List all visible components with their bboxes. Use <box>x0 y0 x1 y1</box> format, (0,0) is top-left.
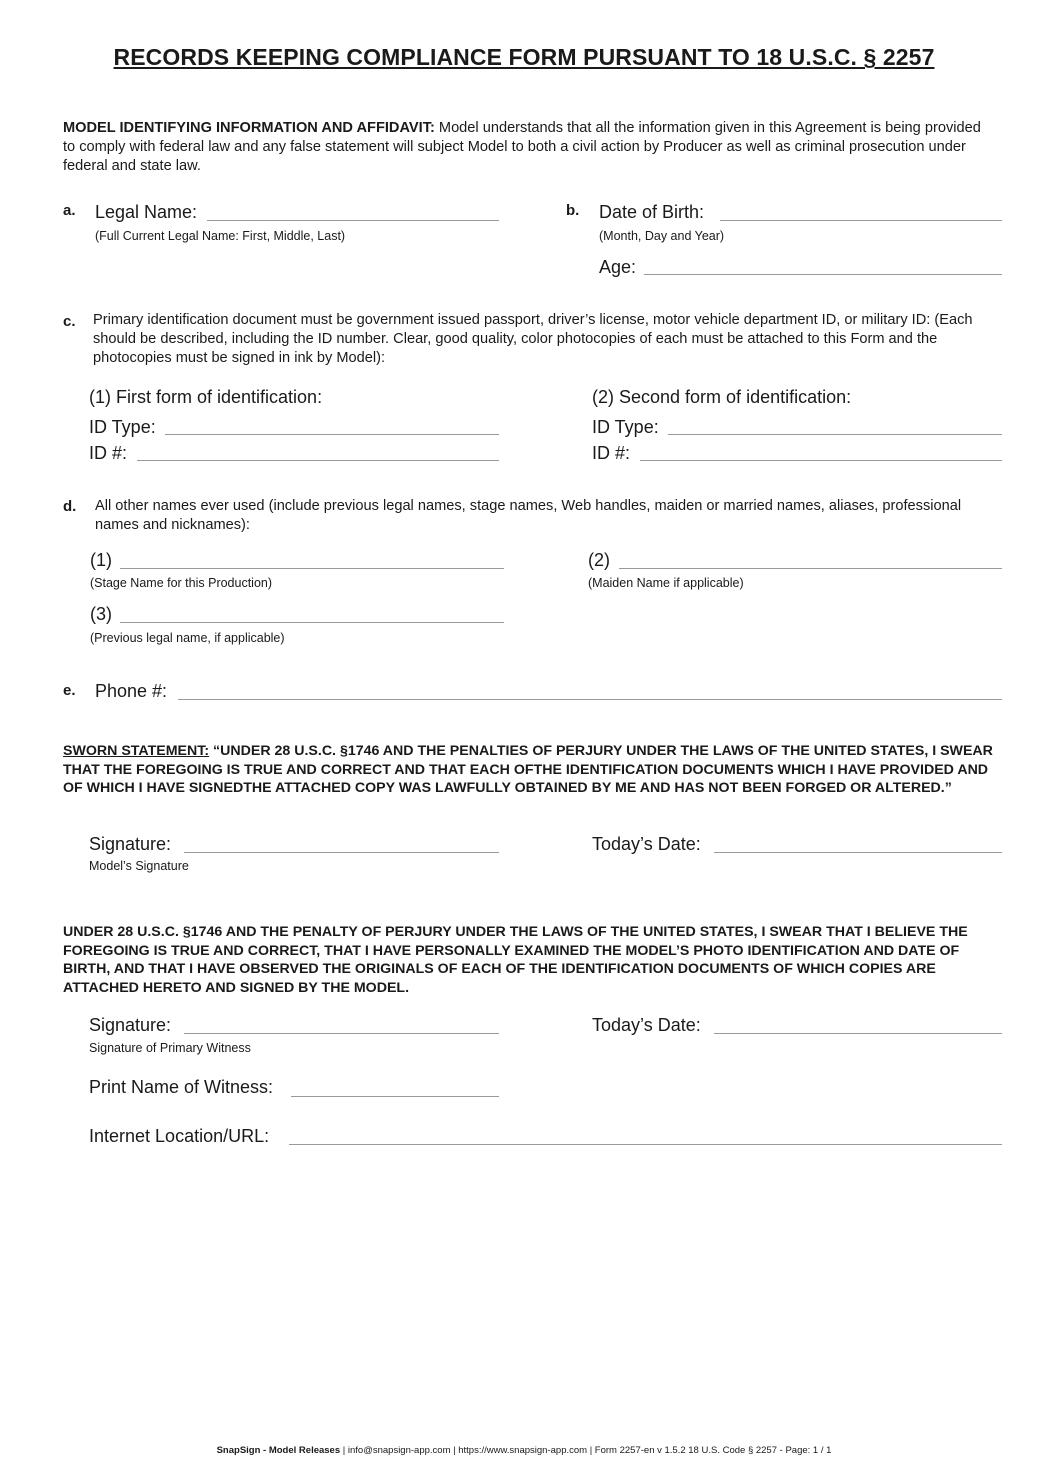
internet-location-field[interactable] <box>289 1144 1002 1145</box>
age-field[interactable] <box>644 274 1002 275</box>
second-id-number-field[interactable] <box>640 460 1002 461</box>
witness-signature-hint: Signature of Primary Witness <box>89 1041 251 1055</box>
model-date-label: Today’s Date: <box>592 834 701 854</box>
second-id-type-label: ID Type: <box>592 417 659 437</box>
phone-label: Phone #: <box>95 681 168 701</box>
second-id-type-field[interactable] <box>668 434 1002 435</box>
section-d-text: All other names ever used (include previous legal names, stage names, Web handles, maiden or married names, aliases, professional names and nicknames): <box>95 498 962 533</box>
witness-print-name-field[interactable] <box>291 1096 499 1097</box>
first-id-number-field[interactable] <box>137 460 499 461</box>
model-signature-label: Signature: <box>89 834 172 854</box>
witness-signature-label: Signature: <box>89 1015 172 1035</box>
section-d-letter: d. <box>63 498 77 515</box>
section-b-letter: b. <box>566 202 580 219</box>
intro-text: Model understands that all the information given in this Agreement is being provided to comply with federal law and any false statement will subject Model to both a civil action by Producer as well as criminal prosecution under federal and state law. <box>63 120 981 174</box>
other-name-2-label: (2) <box>588 550 610 570</box>
second-id-heading: (2) Second form of identification: <box>592 387 852 407</box>
second-id-number-label: ID #: <box>592 443 631 463</box>
first-id-type-label: ID Type: <box>89 417 156 437</box>
other-name-3-field[interactable] <box>120 622 504 623</box>
sworn-statement <box>63 742 993 798</box>
other-name-2-hint: (Maiden Name if applicable) <box>588 576 744 590</box>
other-name-1-field[interactable] <box>120 568 504 569</box>
sworn-heading: SWORN STATEMENT: <box>63 743 210 759</box>
other-name-1-label: (1) <box>90 550 112 570</box>
witness-date-field[interactable] <box>714 1033 1002 1034</box>
other-name-1-hint: (Stage Name for this Production) <box>90 576 273 590</box>
date-of-birth-label: Date of Birth: <box>599 202 705 222</box>
model-signature-field[interactable] <box>184 852 499 853</box>
form-title: RECORDS KEEPING COMPLIANCE FORM PURSUANT TO 18 U.S.C. § 2257 <box>113 44 935 70</box>
footer-brand: SnapSign - Model Releases <box>216 1445 341 1456</box>
first-id-number-label: ID #: <box>89 443 128 463</box>
witness-print-name-label: Print Name of Witness: <box>89 1077 274 1097</box>
legal-name-label: Legal Name: <box>95 202 198 222</box>
section-e-letter: e. <box>63 682 76 699</box>
section-a-letter: a. <box>63 202 76 219</box>
model-date-field[interactable] <box>714 852 1002 853</box>
first-id-heading: (1) First form of identification: <box>89 387 323 407</box>
date-of-birth-field[interactable] <box>720 220 1002 221</box>
date-of-birth-hint: (Month, Day and Year) <box>599 229 725 243</box>
other-name-2-field[interactable] <box>619 568 1002 569</box>
other-name-3-hint: (Previous legal name, if applicable) <box>90 631 285 645</box>
phone-field[interactable] <box>178 699 1002 700</box>
legal-name-field[interactable] <box>207 220 499 221</box>
other-name-3-label: (3) <box>90 604 112 624</box>
section-c-letter: c. <box>63 313 76 330</box>
footer-details: | info@snapsign-app.com | https://www.snapsign-app.com | Form 2257-en v 1.5.2 18 U.S. Code § 2257 - Page: 1 / 1 <box>340 1445 832 1456</box>
first-id-type-field[interactable] <box>165 434 499 435</box>
section-c-text: Primary identification document must be government issued passport, driver’s license, motor vehicle department ID, or military ID: (Each should be described, including the ID number. Clear, good quality, color photocopies of each must be attached to this Form and the photocopies must be signed in ink by Model): <box>93 312 973 366</box>
page-footer <box>0 1445 1048 1456</box>
sworn-text: “UNDER 28 U.S.C. §1746 AND THE PENALTIES OF PERJURY UNDER THE LAWS OF THE UNITED STATES, I SWEAR THAT THE FOREGOING IS TRUE AND CORRECT AND THAT EACH OFTHE IDENTIFICATION DOCUMENTS WHICH I HAVE PROVIDED AND OF WHICH I HAVE SIGNEDTHE ATTACHED COPY WAS LAWFULLY OBTAINED BY ME AND HAS NOT BEEN FORGED OR ALTERED.” <box>63 743 993 796</box>
witness-signature-field[interactable] <box>184 1033 499 1034</box>
legal-name-hint: (Full Current Legal Name: First, Middle, Last) <box>95 229 346 243</box>
intro-heading: MODEL IDENTIFYING INFORMATION AND AFFIDAVIT: <box>63 120 435 136</box>
witness-statement: UNDER 28 U.S.C. §1746 AND THE PENALTY OF PERJURY UNDER THE LAWS OF THE UNITED STATES, I SWEAR THAT I BELIEVE THE FOREGOING IS TRUE AND CORRECT, THAT I HAVE PERSONALLY EXAMINED THE MODEL’S PHOTO IDENTIFICATION AND DATE OF BIRTH, AND THAT I HAVE OBSERVED THE ORIGINALS OF EACH OF THE IDENTIFICATION DOCUMENTS OF WHICH COPIES ARE ATTACHED HERETO AND SIGNED BY THE MODEL. <box>63 924 968 996</box>
age-label: Age: <box>599 257 637 277</box>
intro-paragraph <box>63 119 988 176</box>
model-signature-hint: Model’s Signature <box>89 859 189 873</box>
witness-date-label: Today’s Date: <box>592 1015 701 1035</box>
internet-location-label: Internet Location/URL: <box>89 1126 270 1146</box>
